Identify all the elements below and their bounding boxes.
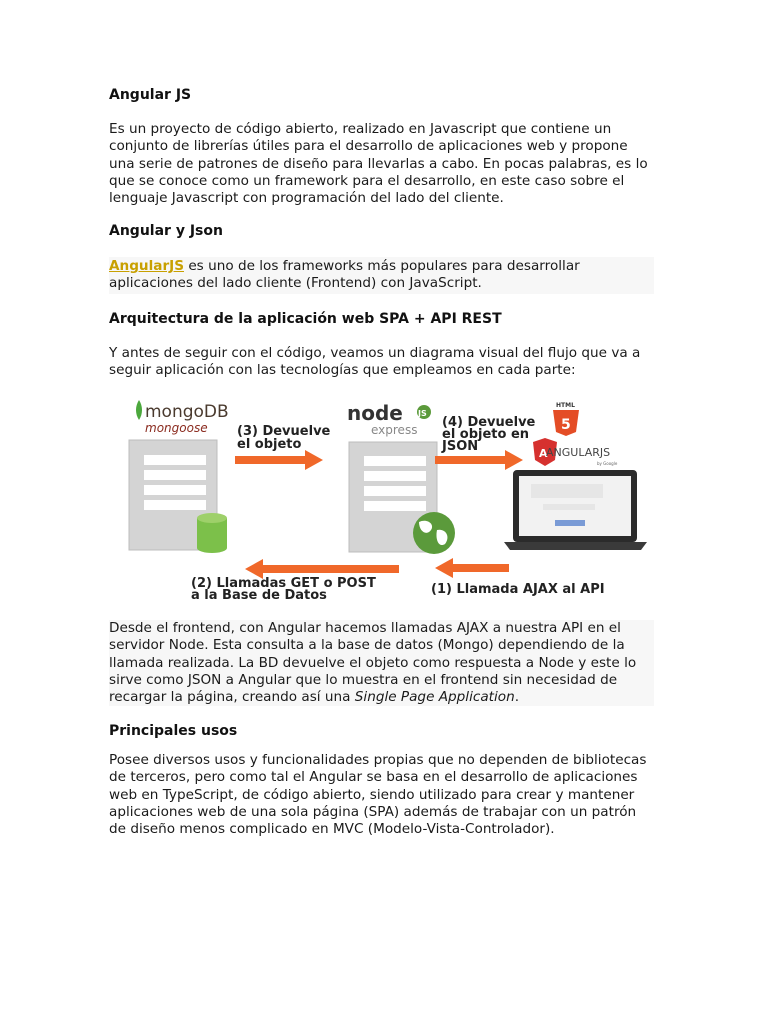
html5-label: HTML bbox=[556, 402, 575, 409]
laptop-icon bbox=[504, 470, 647, 550]
arrow-4-label-line2: el objeto en bbox=[442, 427, 530, 442]
angularjs-by-google: by Google bbox=[597, 461, 618, 466]
section-body-angular-js: Es un proyecto de código abierto, realizado en Javascript que contiene un conjunto de librerías útiles para el desarrollo de aplicaciones web y propone una serie de patrones de diseño para llevarlas a cabo. En pocas palabras, es lo que se conoce como un framework para el desarrollo, en este caso sobre el lenguaje Javascript con programación del lado del cliente. bbox=[109, 121, 648, 207]
arquitectura-detail-end: . bbox=[514, 689, 520, 706]
arrow-1-left bbox=[435, 558, 509, 578]
mongodb-logo-text: mongoDB bbox=[145, 402, 229, 422]
database-cylinder-icon bbox=[197, 513, 227, 553]
section-title-angular-js: Angular JS bbox=[109, 87, 192, 103]
arrow-2-label-line2: a la Base de Datos bbox=[191, 588, 327, 603]
arrow-3-label-line1: (3) Devuelve bbox=[237, 424, 331, 439]
html5-number: 5 bbox=[561, 417, 571, 433]
arrow-3-right bbox=[235, 450, 323, 470]
spa-italic-text: Single Page Application bbox=[354, 689, 515, 706]
mongo-leaf-icon bbox=[136, 400, 142, 420]
node-express-logo bbox=[347, 401, 431, 437]
arrow-4-label-line3: JSON bbox=[442, 439, 479, 454]
architecture-diagram bbox=[109, 390, 657, 605]
arrow-4-label-line1: (4) Devuelve bbox=[442, 415, 536, 430]
express-logo-text: express bbox=[371, 423, 418, 437]
globe-icon bbox=[413, 512, 455, 554]
angularjs-logo-text: ANGULARJS bbox=[546, 446, 611, 459]
section-body-principales-usos: Posee diversos usos y funcionalidades propias que no dependen de bibliotecas de terceros, pero como tal el Angular se basa en el desarrollo de aplicaciones web en TypeScript, de código abierto, siendo utilizado para crear y mantener aplicaciones web de una sola página (SPA) además de trabajar con un patrón de diseño menos complicado en MVC (Modelo-Vista-Controlador). bbox=[109, 752, 647, 838]
section-title-arquitectura: Arquitectura de la aplicación web SPA + API REST bbox=[109, 311, 502, 327]
html5-logo bbox=[553, 402, 579, 436]
arrow-2-label-line1: (2) Llamadas GET o POST bbox=[191, 576, 376, 591]
arrow-1-label: (1) Llamada AJAX al API bbox=[431, 582, 605, 597]
svg-text:A: A bbox=[539, 447, 548, 460]
section-body-arquitectura-intro: Y antes de seguir con el código, veamos un diagrama visual del flujo que va a seguir aplicación con las tecnologías que empleamos en cada parte: bbox=[109, 345, 641, 379]
mongoose-logo-text: mongoose bbox=[145, 421, 208, 435]
section-title-angular-json: Angular y Json bbox=[109, 223, 223, 239]
section-body-angular-json bbox=[109, 257, 654, 294]
arquitectura-detail-text: Desde el frontend, con Angular hacemos llamadas AJAX a nuestra API en el servidor Node. Esta consulta a la base de datos (Mongo) dependiendo de la llamada realizada. La BD devuelve el objeto como respuesta a Node y este lo sirve como JSON a Angular que lo muestra en el frontend sin necesidad de recargar la página, creando así una bbox=[109, 620, 637, 706]
section-body-arquitectura-detail bbox=[109, 620, 654, 706]
angular-json-text: es uno de los frameworks más populares para desarrollar aplicaciones del lado cliente (Frontend) con JavaScript. bbox=[109, 258, 580, 292]
mongodb-logo bbox=[136, 400, 229, 435]
arrow-3-label-line2: el objeto bbox=[237, 437, 302, 452]
architecture-diagram-svg bbox=[109, 390, 657, 605]
angularjs-logo bbox=[533, 438, 618, 466]
node-js-badge: JS bbox=[418, 409, 427, 418]
section-title-principales-usos: Principales usos bbox=[109, 723, 238, 739]
node-logo-text: node bbox=[347, 401, 403, 425]
angularjs-link[interactable]: AngularJS bbox=[109, 258, 184, 274]
